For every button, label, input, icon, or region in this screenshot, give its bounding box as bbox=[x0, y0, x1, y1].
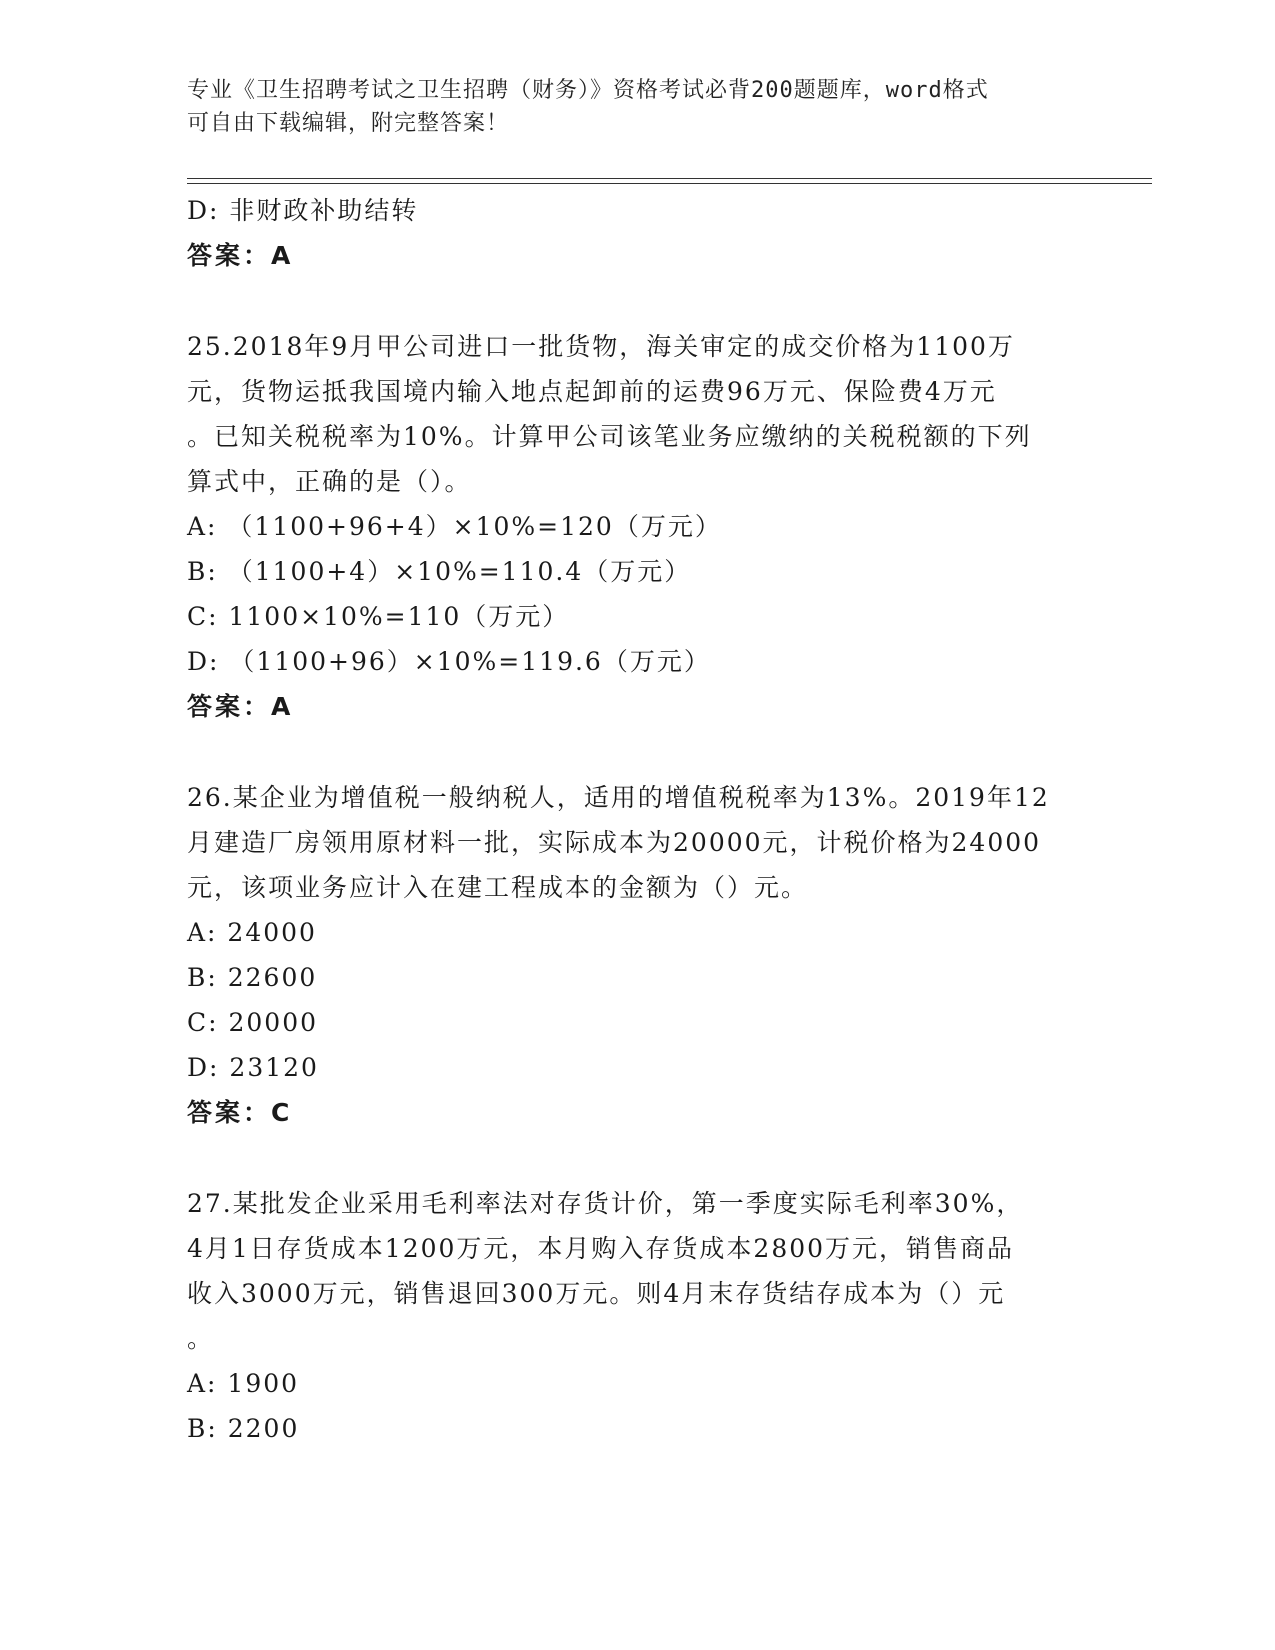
question-26-answer: 答案：C bbox=[187, 1098, 293, 1127]
question-26-line-2: 月建造厂房领用原材料一批，实际成本为20000元，计税价格为24000 bbox=[187, 828, 1042, 857]
question-27-option-a: A: 1900 bbox=[187, 1369, 300, 1398]
prev-option-d: D: 非财政补助结转 bbox=[187, 196, 419, 225]
question-26-option-a: A: 24000 bbox=[187, 918, 317, 947]
header-title-line-2: 可自由下载编辑，附完整答案！ bbox=[187, 111, 510, 136]
question-25-option-c: C: 1100×10%=110（万元） bbox=[187, 602, 570, 631]
question-25-line-3: 。已知关税税率为10%。计算甲公司该笔业务应缴纳的关税税额的下列 bbox=[187, 422, 1032, 451]
header-title-line-1: 专业《卫生招聘考试之卫生招聘（财务）》资格考试必背200题题库，word格式 bbox=[187, 78, 989, 103]
question-26-option-d: D: 23120 bbox=[187, 1053, 319, 1082]
question-content bbox=[187, 188, 1087, 1451]
question-26-option-c: C: 20000 bbox=[187, 1008, 319, 1037]
question-27-line-3: 收入3000万元，销售退回300万元。则4月末存货结存成本为（）元 bbox=[187, 1279, 1006, 1308]
question-27-option-b: B: 2200 bbox=[187, 1414, 300, 1443]
question-26-line-1: 26.某企业为增值税一般纳税人，适用的增值税税率为13%。2019年12 bbox=[187, 783, 1050, 812]
question-27-line-1: 27.某批发企业采用毛利率法对存货计价，第一季度实际毛利率30%， bbox=[187, 1189, 1024, 1218]
question-25 bbox=[187, 324, 1087, 729]
header-divider-bottom bbox=[187, 183, 1152, 184]
question-25-option-d: D: （1100+96）×10%=119.6（万元） bbox=[187, 647, 711, 676]
question-25-line-4: 算式中，正确的是（）。 bbox=[187, 467, 472, 496]
question-27-line-2: 4月1日存货成本1200万元，本月购入存货成本2800万元，销售商品 bbox=[187, 1234, 1015, 1263]
header-divider-top bbox=[187, 178, 1152, 179]
question-25-answer: 答案：A bbox=[187, 692, 294, 721]
prev-answer: 答案：A bbox=[187, 241, 294, 270]
page-header bbox=[187, 74, 1067, 140]
question-25-option-a: A: （1100+96+4）×10%=120（万元） bbox=[187, 512, 722, 541]
question-26-line-3: 元，该项业务应计入在建工程成本的金额为（）元。 bbox=[187, 873, 809, 902]
question-27-line-4: 。 bbox=[187, 1324, 215, 1353]
question-26 bbox=[187, 775, 1087, 1135]
question-27 bbox=[187, 1181, 1087, 1451]
question-25-line-2: 元，货物运抵我国境内输入地点起卸前的运费96万元、保险费4万元 bbox=[187, 377, 997, 406]
question-25-option-b: B: （1100+4）×10%=110.4（万元） bbox=[187, 557, 692, 586]
question-25-line-1: 25.2018年9月甲公司进口一批货物，海关审定的成交价格为1100万 bbox=[187, 332, 1015, 361]
question-26-option-b: B: 22600 bbox=[187, 963, 318, 992]
